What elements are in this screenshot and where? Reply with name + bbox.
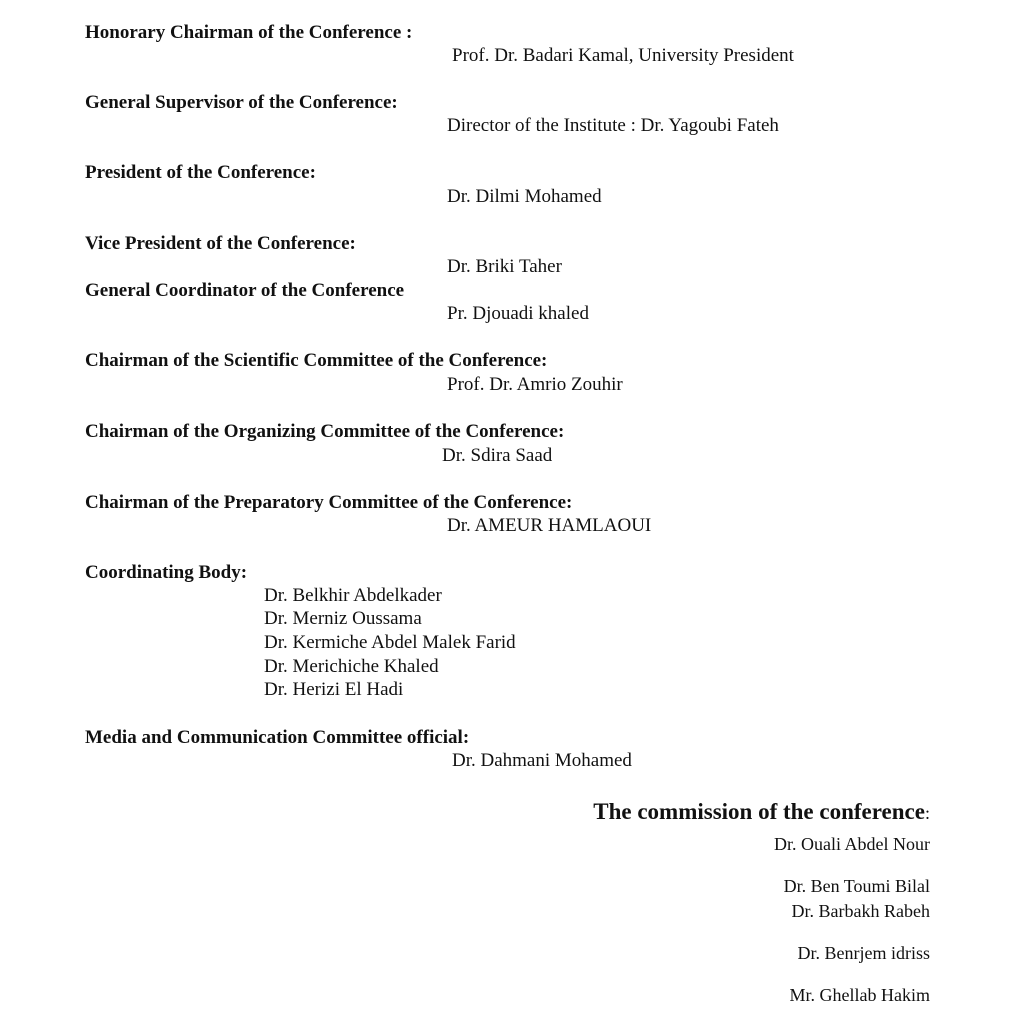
organizing-committee-name: Dr. Sdira Saad bbox=[442, 445, 553, 466]
scientific-committee-name: Prof. Dr. Amrio Zouhir bbox=[447, 374, 623, 395]
honorary-chairman-heading: Honorary Chairman of the Conference : bbox=[85, 22, 413, 43]
general-supervisor-name: Director of the Institute : Dr. Yagoubi Fateh bbox=[447, 115, 779, 136]
general-supervisor-heading: General Supervisor of the Conference: bbox=[85, 92, 398, 113]
organizing-committee-heading: Chairman of the Organizing Committee of the Conference: bbox=[85, 421, 565, 442]
commission-member: Dr. Ouali Abdel Nour bbox=[774, 834, 930, 854]
coordinating-body-member: Dr. Merniz Oussama bbox=[264, 608, 422, 629]
coordinating-body-member: Dr. Herizi El Hadi bbox=[264, 679, 404, 700]
preparatory-committee-name: Dr. AMEUR HAMLAOUI bbox=[447, 515, 652, 536]
president-heading: President of the Conference: bbox=[85, 162, 316, 183]
commission-heading-text: The commission of the conference bbox=[593, 799, 925, 824]
coordinating-body-member: Dr. Merichiche Khaled bbox=[264, 656, 439, 677]
coordinating-body-heading: Coordinating Body: bbox=[85, 562, 248, 583]
president-name: Dr. Dilmi Mohamed bbox=[447, 186, 602, 207]
preparatory-committee-heading: Chairman of the Preparatory Committee of the Conference: bbox=[85, 492, 573, 513]
media-committee-heading: Media and Communication Committee official: bbox=[85, 727, 470, 748]
commission-member: Dr. Barbakh Rabeh bbox=[791, 901, 930, 921]
coordinating-body-member: Dr. Kermiche Abdel Malek Farid bbox=[264, 632, 516, 653]
scientific-committee-heading: Chairman of the Scientific Committee of the Conference: bbox=[85, 350, 548, 371]
commission-heading-colon: : bbox=[924, 803, 930, 823]
commission-member: Dr. Ben Toumi Bilal bbox=[783, 876, 930, 896]
general-coordinator-name: Pr. Djouadi khaled bbox=[447, 303, 589, 324]
commission-member: Mr. Ghellab Hakim bbox=[789, 985, 930, 1005]
coordinating-body-member: Dr. Belkhir Abdelkader bbox=[264, 585, 442, 606]
media-committee-name: Dr. Dahmani Mohamed bbox=[452, 750, 632, 771]
vice-president-heading: Vice President of the Conference: bbox=[85, 233, 356, 254]
commission-heading bbox=[593, 799, 930, 826]
honorary-chairman-name: Prof. Dr. Badari Kamal, University President bbox=[452, 45, 794, 66]
vice-president-name: Dr. Briki Taher bbox=[447, 256, 562, 277]
commission-member: Dr. Benrjem idriss bbox=[797, 943, 930, 963]
general-coordinator-heading: General Coordinator of the Conference bbox=[85, 280, 405, 301]
